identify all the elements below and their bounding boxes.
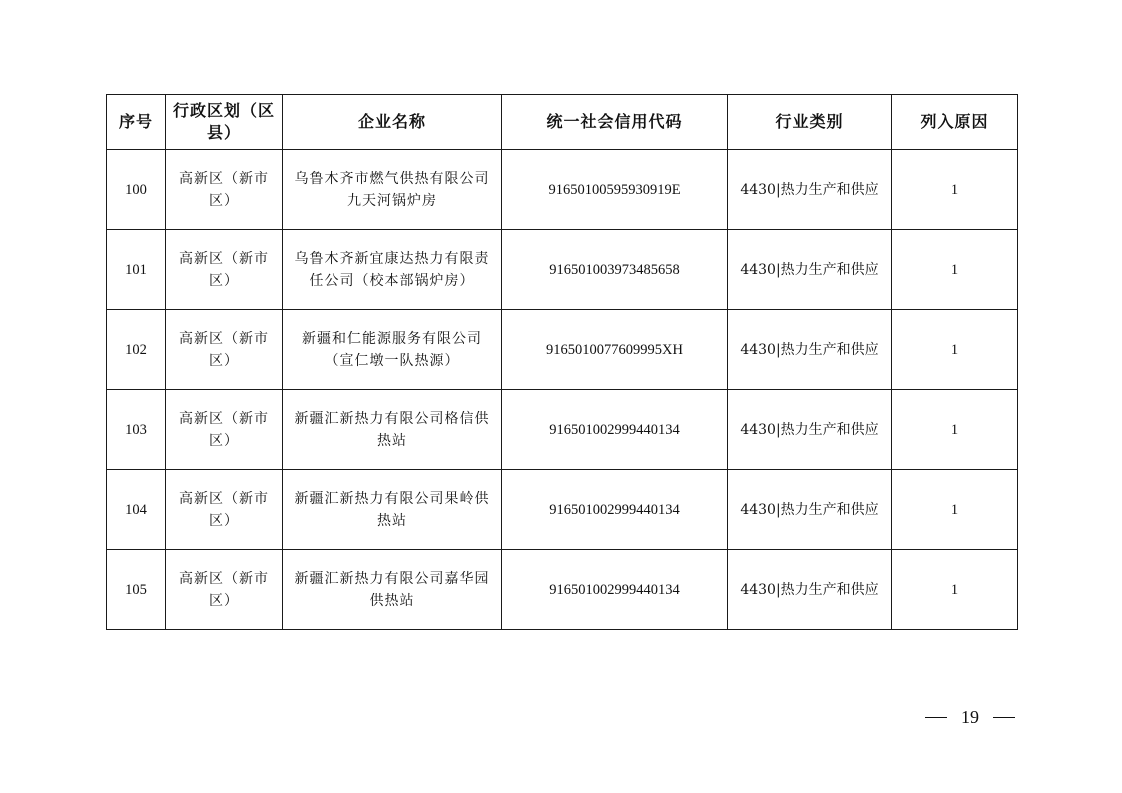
serial-number-cell: 103	[107, 390, 166, 470]
credit-code-cell: 916501002999440134	[502, 390, 728, 470]
district-cell: 高新区（新市区）	[166, 390, 283, 470]
credit-code-cell: 916501002999440134	[502, 550, 728, 630]
page-number-footer	[900, 704, 1040, 730]
district-cell: 高新区（新市区）	[166, 550, 283, 630]
listing-reason-cell: 1	[892, 230, 1018, 310]
table-row	[107, 550, 1018, 630]
header-listing-reason: 列入原因	[892, 95, 1018, 150]
company-name-cell: 新疆汇新热力有限公司嘉华园供热站	[283, 550, 502, 630]
company-name-cell: 新疆汇新热力有限公司格信供热站	[283, 390, 502, 470]
company-name-cell: 乌鲁木齐市燃气供热有限公司九天河锅炉房	[283, 150, 502, 230]
industry-cell: 4430|热力生产和供应	[728, 230, 892, 310]
table-row	[107, 390, 1018, 470]
industry-cell: 4430|热力生产和供应	[728, 310, 892, 390]
page-number: 19	[961, 706, 979, 727]
company-name-cell: 乌鲁木齐新宜康达热力有限责任公司（校本部锅炉房）	[283, 230, 502, 310]
district-cell: 高新区（新市区）	[166, 230, 283, 310]
table-row	[107, 470, 1018, 550]
right-dash	[993, 717, 1015, 718]
header-district: 行政区划（区县）	[166, 95, 283, 150]
serial-number-cell: 105	[107, 550, 166, 630]
listing-reason-cell: 1	[892, 310, 1018, 390]
industry-cell: 4430|热力生产和供应	[728, 150, 892, 230]
enterprise-list-table	[106, 94, 1018, 630]
district-cell: 高新区（新市区）	[166, 470, 283, 550]
credit-code-cell: 916501002999440134	[502, 470, 728, 550]
industry-cell: 4430|热力生产和供应	[728, 550, 892, 630]
serial-number-cell: 102	[107, 310, 166, 390]
listing-reason-cell: 1	[892, 150, 1018, 230]
district-cell: 高新区（新市区）	[166, 310, 283, 390]
left-dash	[925, 717, 947, 718]
credit-code-cell: 916501003973485658	[502, 230, 728, 310]
table-row	[107, 230, 1018, 310]
header-credit-code: 统一社会信用代码	[502, 95, 728, 150]
industry-cell: 4430|热力生产和供应	[728, 470, 892, 550]
company-name-cell: 新疆和仁能源服务有限公司（宣仁墩一队热源）	[283, 310, 502, 390]
header-industry: 行业类别	[728, 95, 892, 150]
industry-cell: 4430|热力生产和供应	[728, 390, 892, 470]
district-cell: 高新区（新市区）	[166, 150, 283, 230]
serial-number-cell: 104	[107, 470, 166, 550]
listing-reason-cell: 1	[892, 470, 1018, 550]
listing-reason-cell: 1	[892, 550, 1018, 630]
listing-reason-cell: 1	[892, 390, 1018, 470]
header-serial-number: 序号	[107, 95, 166, 150]
credit-code-cell: 9165010077609995XH	[502, 310, 728, 390]
credit-code-cell: 91650100595930919E	[502, 150, 728, 230]
serial-number-cell: 101	[107, 230, 166, 310]
serial-number-cell: 100	[107, 150, 166, 230]
table-header-row	[107, 95, 1018, 150]
company-name-cell: 新疆汇新热力有限公司果岭供热站	[283, 470, 502, 550]
table-row	[107, 310, 1018, 390]
table-row	[107, 150, 1018, 230]
header-company-name: 企业名称	[283, 95, 502, 150]
